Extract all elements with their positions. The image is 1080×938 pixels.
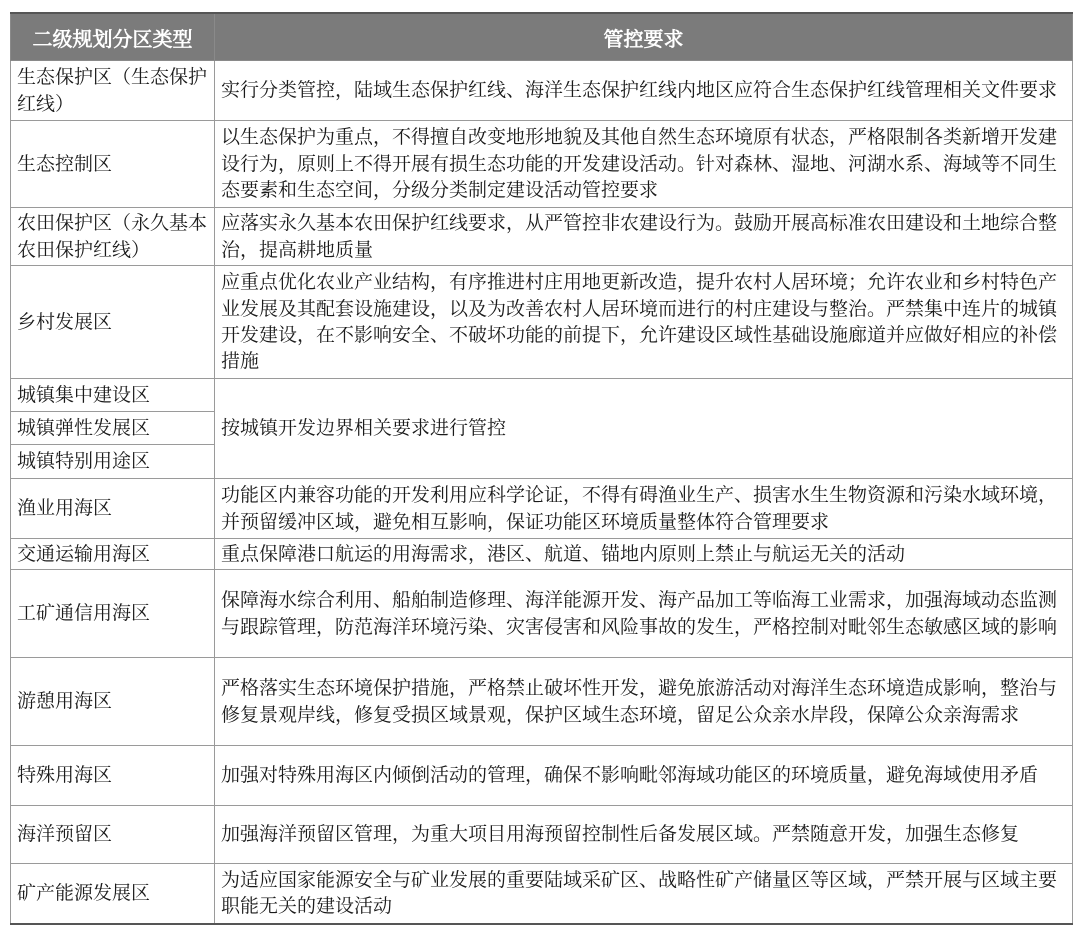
control-requirement-cell: 为适应国家能源安全与矿业发展的重要陆域采矿区、战略性矿产储量区等区域，严禁开展与区域主要职能无关的建设活动 [215,864,1073,924]
control-requirement-cell: 应重点优化农业产业结构，有序推进村庄用地更新改造，提升农村人居环境；允许农业和乡村特色产业发展及其配套设施建设，以及为改善农村人居环境而进行的村庄建设与整治。严禁集中连片的城镇开发建设，在不影响安全、不破坏功能的前提下，允许建设区域性基础设施廊道并应做好相应的补偿措施 [215,266,1073,379]
zone-type-cell: 生态控制区 [11,121,215,208]
zone-type-cell: 城镇特别用途区 [11,445,215,479]
zone-type-cell: 城镇弹性发展区 [11,412,215,445]
header-row [11,13,1073,61]
table-row [11,539,1073,570]
zone-type-cell: 交通运输用海区 [11,539,215,570]
zone-type-cell: 农田保护区（永久基本农田保护红线） [11,208,215,266]
table-row [11,570,1073,658]
table-row [11,746,1073,806]
control-requirement-cell: 严格落实生态环境保护措施，严格禁止破坏性开发，避免旅游活动对海洋生态环境造成影响，整治与修复景观岸线，修复受损区域景观，保护区域生态环境，留足公众亲水岸段，保障公众亲海需求 [215,658,1073,746]
table-row [11,61,1073,121]
table-row [11,658,1073,746]
zone-type-cell: 游憩用海区 [11,658,215,746]
table-row [11,864,1073,924]
table-row [11,121,1073,208]
control-requirement-cell: 实行分类管控，陆域生态保护红线、海洋生态保护红线内地区应符合生态保护红线管理相关文件要求 [215,61,1073,121]
table-row [11,479,1073,539]
control-requirement-cell: 按城镇开发边界相关要求进行管控 [215,379,1073,479]
control-requirement-cell: 功能区内兼容功能的开发利用应科学论证，不得有碍渔业生产、损害水生生物资源和污染水域环境，并预留缓冲区域，避免相互影响，保证功能区环境质量整体符合管理要求 [215,479,1073,539]
zone-type-cell: 生态保护区（生态保护红线） [11,61,215,121]
zone-type-cell: 特殊用海区 [11,746,215,806]
table-row [11,266,1073,379]
control-requirement-cell: 加强海洋预留区管理，为重大项目用海预留控制性后备发展区域。严禁随意开发，加强生态修复 [215,806,1073,864]
zone-type-cell: 乡村发展区 [11,266,215,379]
table-row [11,208,1073,266]
table-row [11,379,1073,412]
control-requirement-cell: 保障海水综合利用、船舶制造修理、海洋能源开发、海产品加工等临海工业需求，加强海域动态监测与跟踪管理，防范海洋环境污染、灾害侵害和风险事故的发生，严格控制对毗邻生态敏感区域的影响 [215,570,1073,658]
table-body [11,61,1073,924]
zoning-control-table [10,12,1073,925]
zone-type-cell: 矿产能源发展区 [11,864,215,924]
header-zone-type: 二级规划分区类型 [11,13,215,61]
control-requirement-cell: 应落实永久基本农田保护红线要求，从严管控非农建设行为。鼓励开展高标准农田建设和土地综合整治，提高耕地质量 [215,208,1073,266]
table-row [11,806,1073,864]
zone-type-cell: 海洋预留区 [11,806,215,864]
table-container [10,12,1072,925]
zone-type-cell: 渔业用海区 [11,479,215,539]
header-control-requirements: 管控要求 [215,13,1073,61]
zone-type-cell: 城镇集中建设区 [11,379,215,412]
control-requirement-cell: 重点保障港口航运的用海需求，港区、航道、锚地内原则上禁止与航运无关的活动 [215,539,1073,570]
zone-type-cell: 工矿通信用海区 [11,570,215,658]
control-requirement-cell: 以生态保护为重点，不得擅自改变地形地貌及其他自然生态环境原有状态，严格限制各类新增开发建设行为，原则上不得开展有损生态功能的开发建设活动。针对森林、湿地、河湖水系、海域等不同生态要素和生态空间，分级分类制定建设活动管控要求 [215,121,1073,208]
control-requirement-cell: 加强对特殊用海区内倾倒活动的管理，确保不影响毗邻海域功能区的环境质量，避免海域使用矛盾 [215,746,1073,806]
